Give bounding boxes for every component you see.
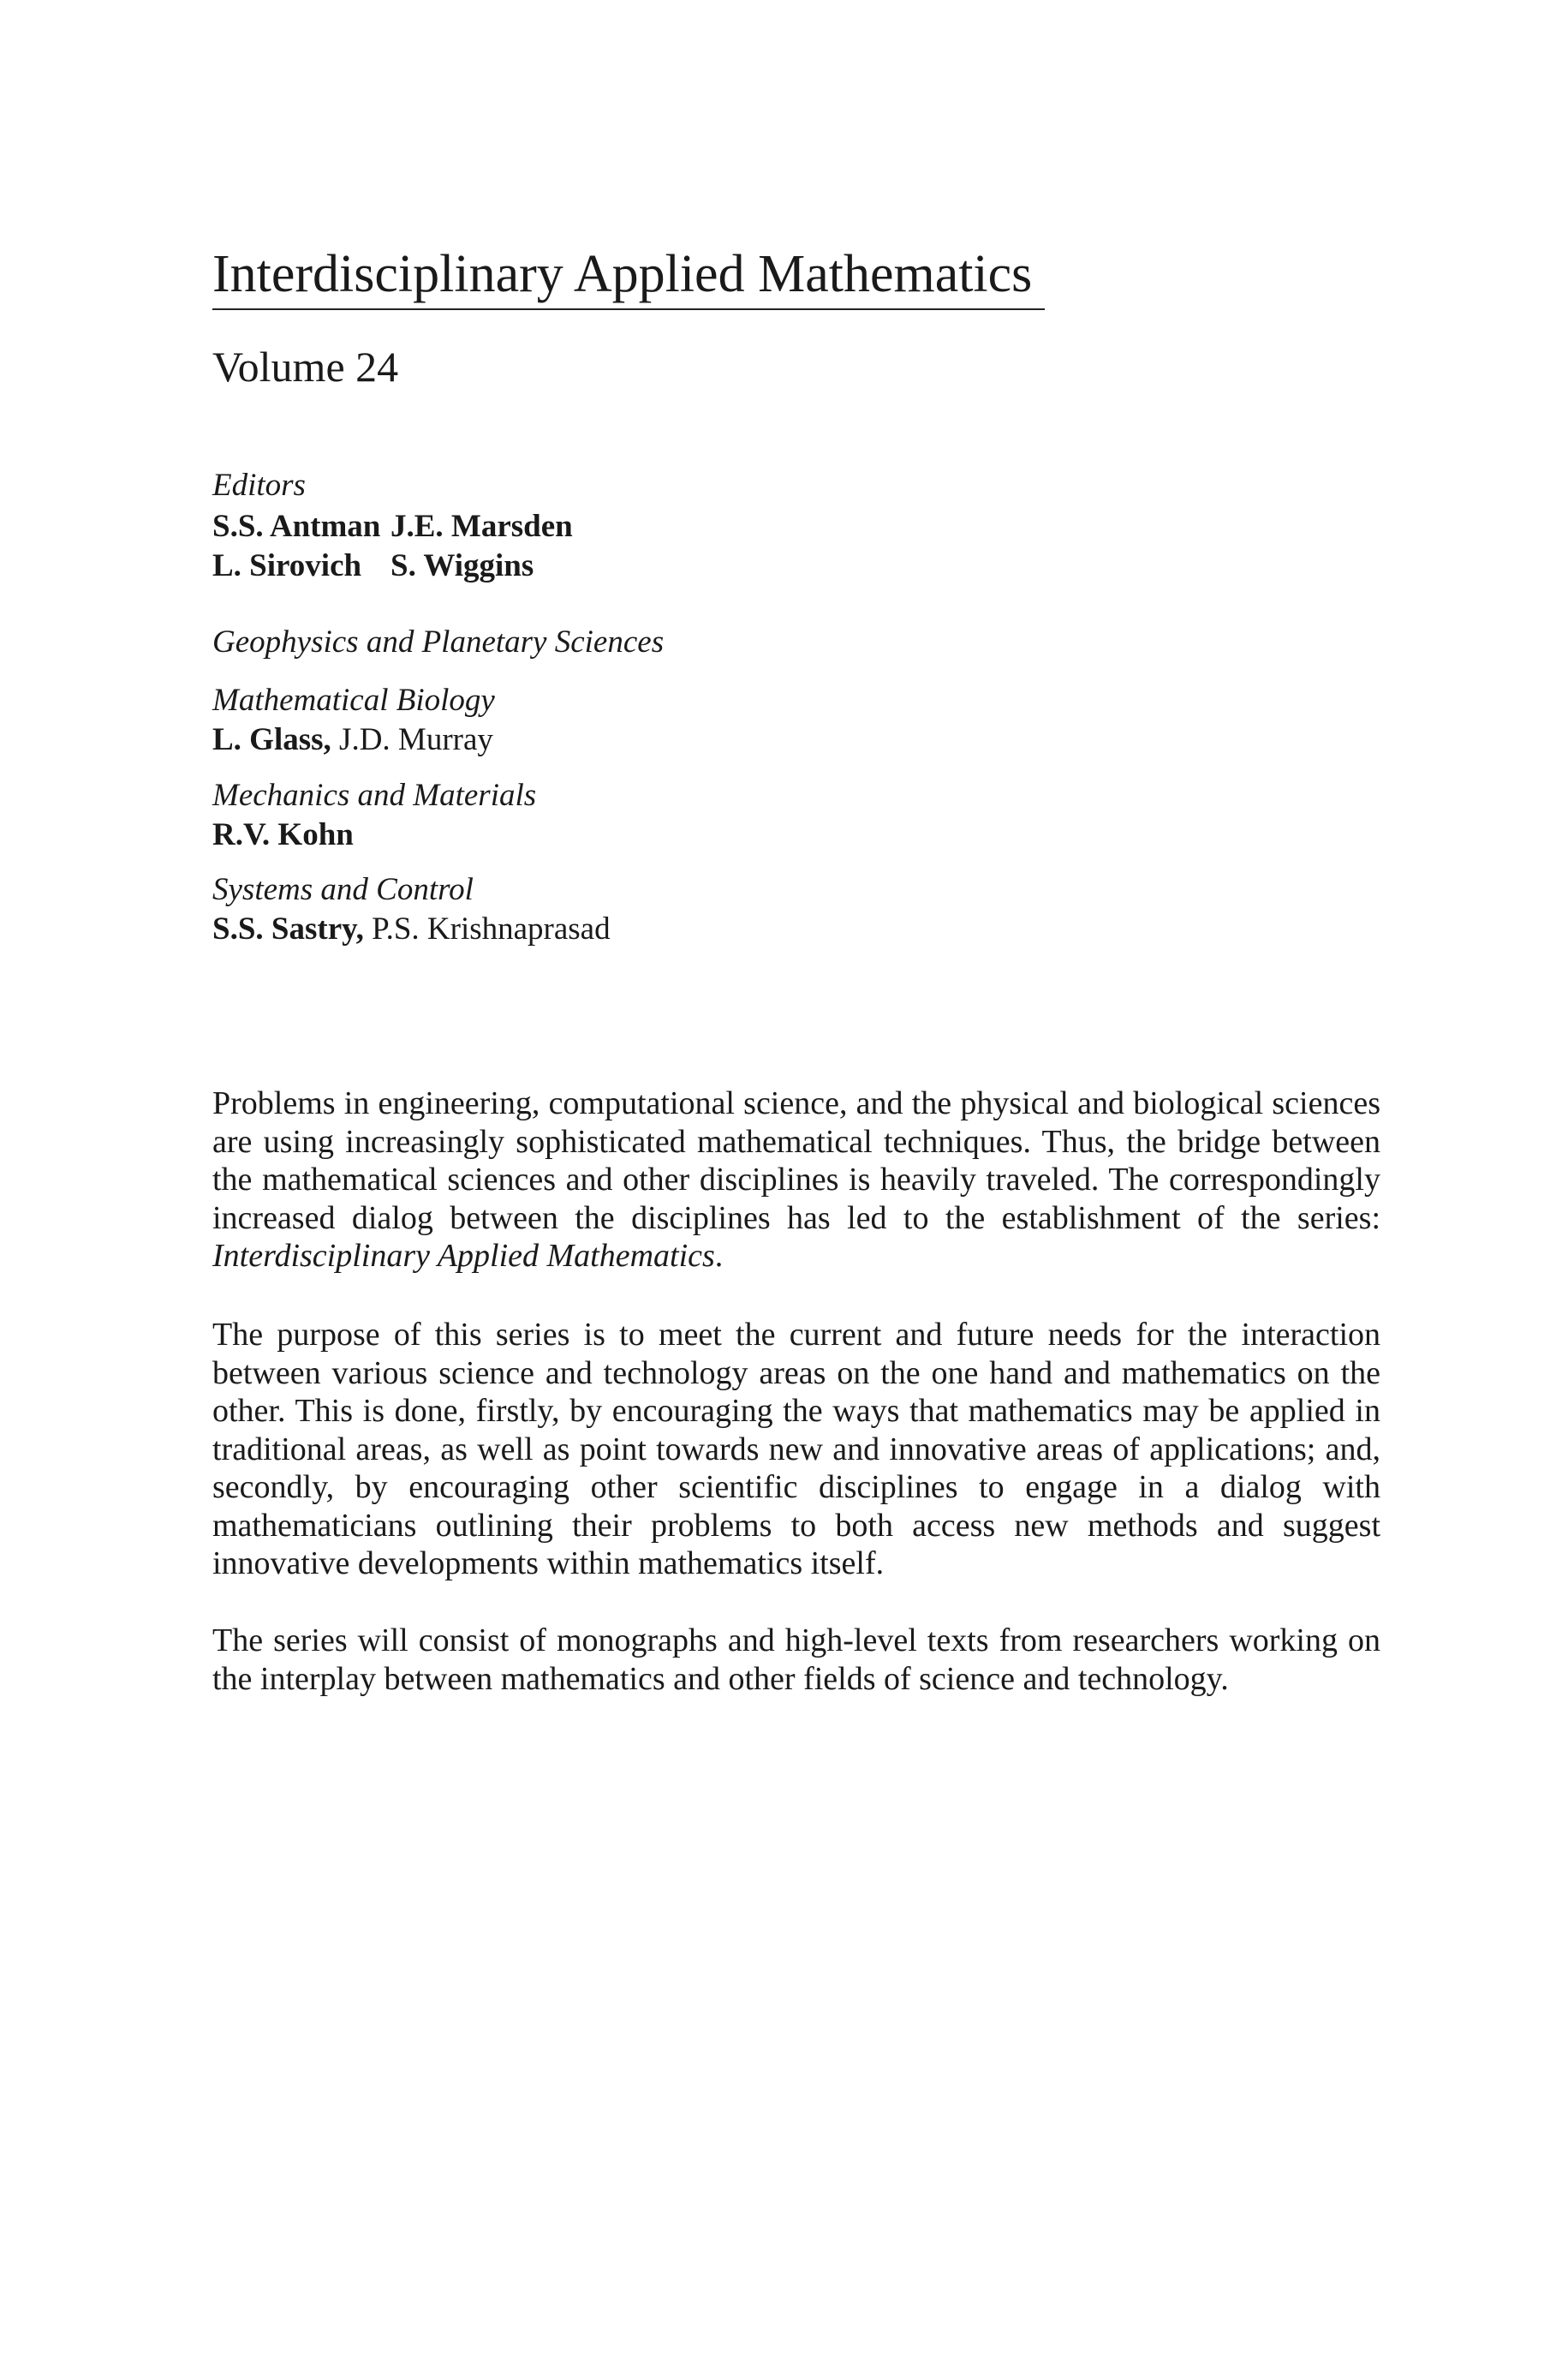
paragraph-contents: The series will consist of monographs and high-level texts from researchers working on the interplay between mathematics and other fields of science and technology. [212,1622,1380,1697]
paragraph-intro-end: . [714,1238,724,1274]
section-editors [212,720,495,760]
section-editor-lead: L. Glass, [212,722,331,757]
section-editor-others: J.D. Murray [331,722,493,757]
editors-list [212,507,573,586]
series-name-italic: Interdisciplinary Applied Mathematics [212,1238,715,1274]
section-editors [212,910,611,949]
paragraph-purpose: The purpose of this series is to meet the current and future needs for the interaction between various science and technology areas on the one hand and mathematics on the other. This is done, firstly, by encouraging the ways that mathematics may be applied in traditional areas, as well as point towards new and innovative areas of applications; and, secondly, by encouraging other scientific disciplines to engage in a dialog with mathematicians outlining their problems to both access new methods and suggest innovative developments within mathematics itself. [212,1317,1380,1581]
editor-name: S. Wiggins [391,548,534,583]
series-title: Interdisciplinary Applied Mathematics [212,243,1045,310]
volume-number: Volume 24 [212,343,399,391]
paragraph-intro [212,1084,1380,1276]
section-category: Systems and Control [212,872,474,907]
section-category: Mechanics and Materials [212,778,537,813]
section-editor-lead: S.S. Sastry, [212,911,364,947]
editor-name: J.E. Marsden [391,509,573,544]
editor-name: S.S. Antman [212,509,381,544]
editor-name: L. Sirovich [212,548,362,583]
section-geophysics [212,623,664,662]
section-editors [212,816,536,855]
section-mechanics [212,776,536,855]
section-editor-lead: R.V. Kohn [212,817,354,852]
section-mathematical-biology [212,681,495,760]
section-editor-others: P.S. Krishnaprasad [363,911,611,947]
section-category: Geophysics and Planetary Sciences [212,624,665,660]
section-systems-control [212,870,611,949]
paragraph-intro-text: Problems in engineering, computational science, and the physical and biological sciences are using increasingly sophisticated mathematical techniques. Thus, the bridge between the mathematical sciences and other disciplines is heavily traveled. The correspondingly increased dialog between the disciplines has led to the establishment of the series: [212,1085,1380,1236]
section-category: Mathematical Biology [212,683,495,718]
editors-label: Editors [212,468,306,503]
